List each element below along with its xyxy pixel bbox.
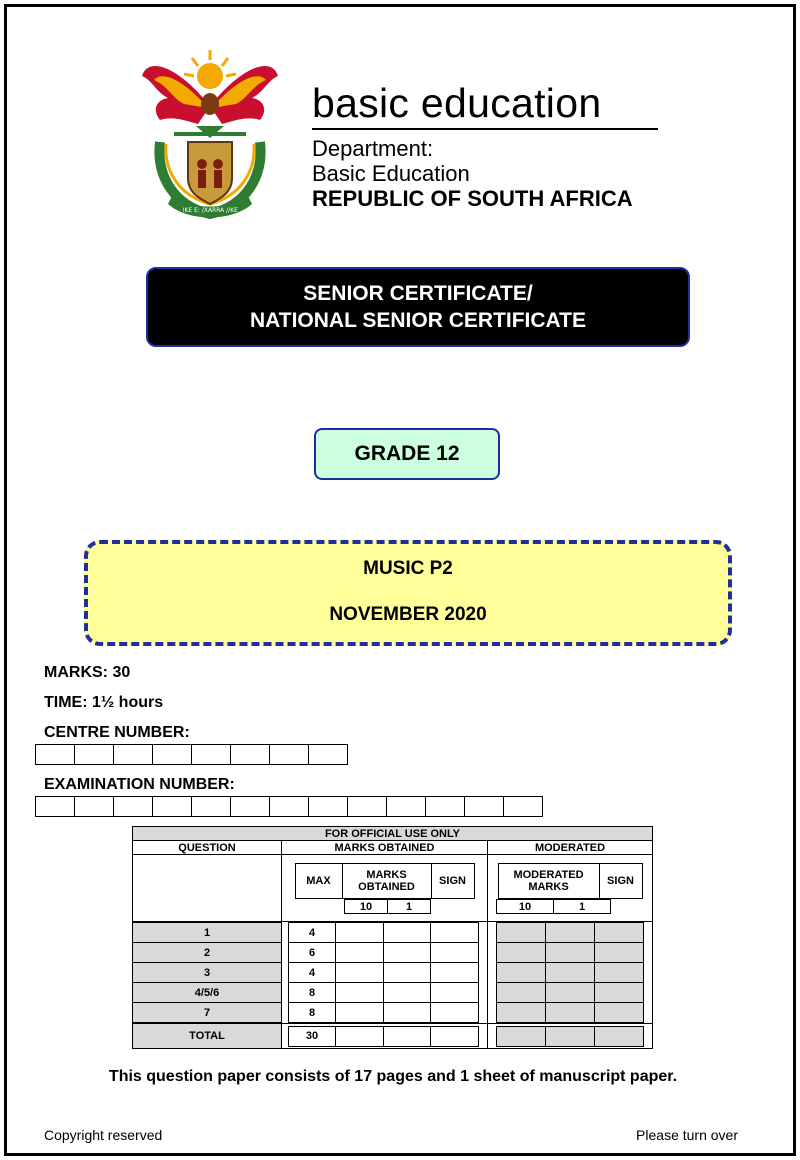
moderated-tens-cell[interactable] bbox=[497, 943, 546, 963]
total-marks-row bbox=[288, 1026, 479, 1047]
question-spacer bbox=[133, 855, 282, 922]
exam-number-box[interactable] bbox=[191, 796, 231, 817]
sub-sign-2: SIGN bbox=[599, 864, 642, 899]
exam-number-box[interactable] bbox=[308, 796, 348, 817]
question-number: 1 bbox=[133, 923, 281, 943]
certificate-banner bbox=[146, 267, 690, 347]
centre-number-box[interactable] bbox=[152, 744, 192, 765]
header-question: QUESTION bbox=[133, 841, 282, 855]
copyright-note: Copyright reserved bbox=[44, 1127, 163, 1143]
exam-number-box[interactable] bbox=[152, 796, 192, 817]
total-max: 30 bbox=[289, 1026, 336, 1046]
moderated-row bbox=[497, 1003, 644, 1023]
question-number: 7 bbox=[133, 1003, 281, 1023]
marks-row bbox=[289, 1003, 479, 1023]
exam-number-box[interactable] bbox=[347, 796, 387, 817]
exam-number-input[interactable] bbox=[35, 796, 542, 817]
mark-tens-cell[interactable] bbox=[336, 943, 384, 963]
moderated-sign-cell[interactable] bbox=[595, 1003, 644, 1023]
max-mark: 8 bbox=[289, 983, 336, 1003]
centre-number-box[interactable] bbox=[191, 744, 231, 765]
moderated-sign-cell[interactable] bbox=[595, 963, 644, 983]
total-mod-ones-cell[interactable] bbox=[546, 1026, 595, 1046]
centre-number-box[interactable] bbox=[308, 744, 348, 765]
exam-number-box[interactable] bbox=[503, 796, 543, 817]
sub-marks-obtained: MARKS OBTAINED bbox=[342, 864, 431, 899]
exam-number-box[interactable] bbox=[425, 796, 465, 817]
subject-name: MUSIC P2 bbox=[363, 558, 453, 579]
moderated-sign-cell[interactable] bbox=[595, 923, 644, 943]
marks-row bbox=[289, 943, 479, 963]
mark-sign-cell[interactable] bbox=[431, 943, 479, 963]
moderated-row bbox=[497, 943, 644, 963]
moderated-tens-cell[interactable] bbox=[497, 983, 546, 1003]
question-number: 4/5/6 bbox=[133, 983, 281, 1003]
mark-ones-cell[interactable] bbox=[383, 983, 431, 1003]
total-tens-cell[interactable] bbox=[336, 1026, 384, 1046]
centre-number-box[interactable] bbox=[230, 744, 270, 765]
grade-badge: GRADE 12 bbox=[314, 428, 500, 480]
crest-motto: !KE E: /XARRA //KE bbox=[182, 207, 238, 214]
mark-sign-cell[interactable] bbox=[431, 963, 479, 983]
moderated-row bbox=[497, 923, 644, 943]
centre-number-box[interactable] bbox=[113, 744, 153, 765]
moderated-ones-cell[interactable] bbox=[546, 983, 595, 1003]
marks-grid bbox=[288, 922, 479, 1023]
sub-moderated-marks: MODERATED MARKS bbox=[498, 864, 599, 899]
question-number: 3 bbox=[133, 963, 281, 983]
moderated-row bbox=[497, 983, 644, 1003]
official-use-table bbox=[132, 826, 653, 1049]
exam-session: NOVEMBER 2020 bbox=[329, 604, 487, 625]
mark-tens-cell[interactable] bbox=[336, 983, 384, 1003]
mark-sign-cell[interactable] bbox=[431, 923, 479, 943]
header-moderated: MODERATED bbox=[488, 841, 653, 855]
brand-title: basic education bbox=[312, 80, 602, 126]
moderated-tens-cell[interactable] bbox=[497, 1003, 546, 1023]
certificate-line-1: SENIOR CERTIFICATE/ bbox=[303, 282, 533, 305]
mark-ones-cell[interactable] bbox=[383, 1003, 431, 1023]
brand-block bbox=[312, 80, 658, 212]
marks-row bbox=[289, 963, 479, 983]
exam-number-box[interactable] bbox=[113, 796, 153, 817]
marks-row bbox=[289, 923, 479, 943]
total-mod-tens-cell[interactable] bbox=[497, 1026, 546, 1046]
moderated-grid bbox=[496, 922, 644, 1023]
sub-sign: SIGN bbox=[431, 864, 474, 899]
official-title: FOR OFFICIAL USE ONLY bbox=[133, 827, 653, 841]
mark-ones-cell[interactable] bbox=[383, 923, 431, 943]
question-number: 2 bbox=[133, 943, 281, 963]
centre-number-box[interactable] bbox=[35, 744, 75, 765]
mark-ones-cell[interactable] bbox=[383, 963, 431, 983]
unit-ones: 1 bbox=[388, 900, 431, 914]
centre-number-label: CENTRE NUMBER: bbox=[44, 724, 190, 741]
marks-subheader bbox=[295, 863, 475, 899]
sub-max: MAX bbox=[295, 864, 342, 899]
unit-tens: 10 bbox=[345, 900, 388, 914]
total-sign-cell[interactable] bbox=[431, 1026, 479, 1046]
max-mark: 4 bbox=[289, 963, 336, 983]
mark-sign-cell[interactable] bbox=[431, 983, 479, 1003]
department-line-1: Department: bbox=[312, 136, 434, 161]
marks-label: MARKS: 30 bbox=[44, 664, 131, 681]
moderated-tens-cell[interactable] bbox=[497, 923, 546, 943]
mod-unit-ones: 1 bbox=[554, 900, 611, 914]
certificate-line-2: NATIONAL SENIOR CERTIFICATE bbox=[250, 309, 586, 332]
max-mark: 6 bbox=[289, 943, 336, 963]
moderated-subheader bbox=[498, 863, 643, 899]
department-line-2: Basic Education bbox=[312, 161, 470, 186]
moderated-ones-cell[interactable] bbox=[546, 1003, 595, 1023]
marks-row bbox=[289, 983, 479, 1003]
moderated-sign-cell[interactable] bbox=[595, 943, 644, 963]
pages-note: This question paper consists of 17 pages and 1 sheet of manuscript paper. bbox=[108, 1068, 678, 1085]
coat-of-arms-logo bbox=[138, 46, 282, 222]
moderated-ones-cell[interactable] bbox=[546, 923, 595, 943]
max-mark: 8 bbox=[289, 1003, 336, 1023]
exam-number-label: EXAMINATION NUMBER: bbox=[44, 776, 235, 793]
moderated-tens-cell[interactable] bbox=[497, 963, 546, 983]
total-label: TOTAL bbox=[133, 1024, 282, 1049]
moderated-sign-cell[interactable] bbox=[595, 983, 644, 1003]
subject-box bbox=[84, 540, 732, 646]
max-mark: 4 bbox=[289, 923, 336, 943]
moderated-units bbox=[496, 899, 611, 914]
total-mod-sign-cell[interactable] bbox=[595, 1026, 644, 1046]
exam-number-box[interactable] bbox=[269, 796, 309, 817]
exam-number-box[interactable] bbox=[35, 796, 75, 817]
brand-divider bbox=[312, 128, 658, 130]
marks-units bbox=[344, 899, 431, 914]
mod-unit-tens: 10 bbox=[497, 900, 554, 914]
mark-tens-cell[interactable] bbox=[336, 923, 384, 943]
centre-number-input[interactable] bbox=[35, 744, 347, 765]
centre-number-box[interactable] bbox=[74, 744, 114, 765]
total-moderated-row bbox=[496, 1026, 644, 1047]
mark-sign-cell[interactable] bbox=[431, 1003, 479, 1023]
centre-number-box[interactable] bbox=[269, 744, 309, 765]
mark-tens-cell[interactable] bbox=[336, 1003, 384, 1023]
header-marks-obtained: MARKS OBTAINED bbox=[282, 841, 488, 855]
exam-number-box[interactable] bbox=[74, 796, 114, 817]
question-column bbox=[133, 922, 281, 1023]
mark-tens-cell[interactable] bbox=[336, 963, 384, 983]
moderated-ones-cell[interactable] bbox=[546, 963, 595, 983]
moderated-row bbox=[497, 963, 644, 983]
total-ones-cell[interactable] bbox=[383, 1026, 431, 1046]
exam-number-box[interactable] bbox=[230, 796, 270, 817]
country-name: REPUBLIC OF SOUTH AFRICA bbox=[312, 186, 633, 211]
exam-number-box[interactable] bbox=[386, 796, 426, 817]
exam-number-box[interactable] bbox=[464, 796, 504, 817]
moderated-ones-cell[interactable] bbox=[546, 943, 595, 963]
mark-ones-cell[interactable] bbox=[383, 943, 431, 963]
turn-over-note: Please turn over bbox=[636, 1127, 738, 1143]
time-label: TIME: 1½ hours bbox=[44, 694, 164, 711]
